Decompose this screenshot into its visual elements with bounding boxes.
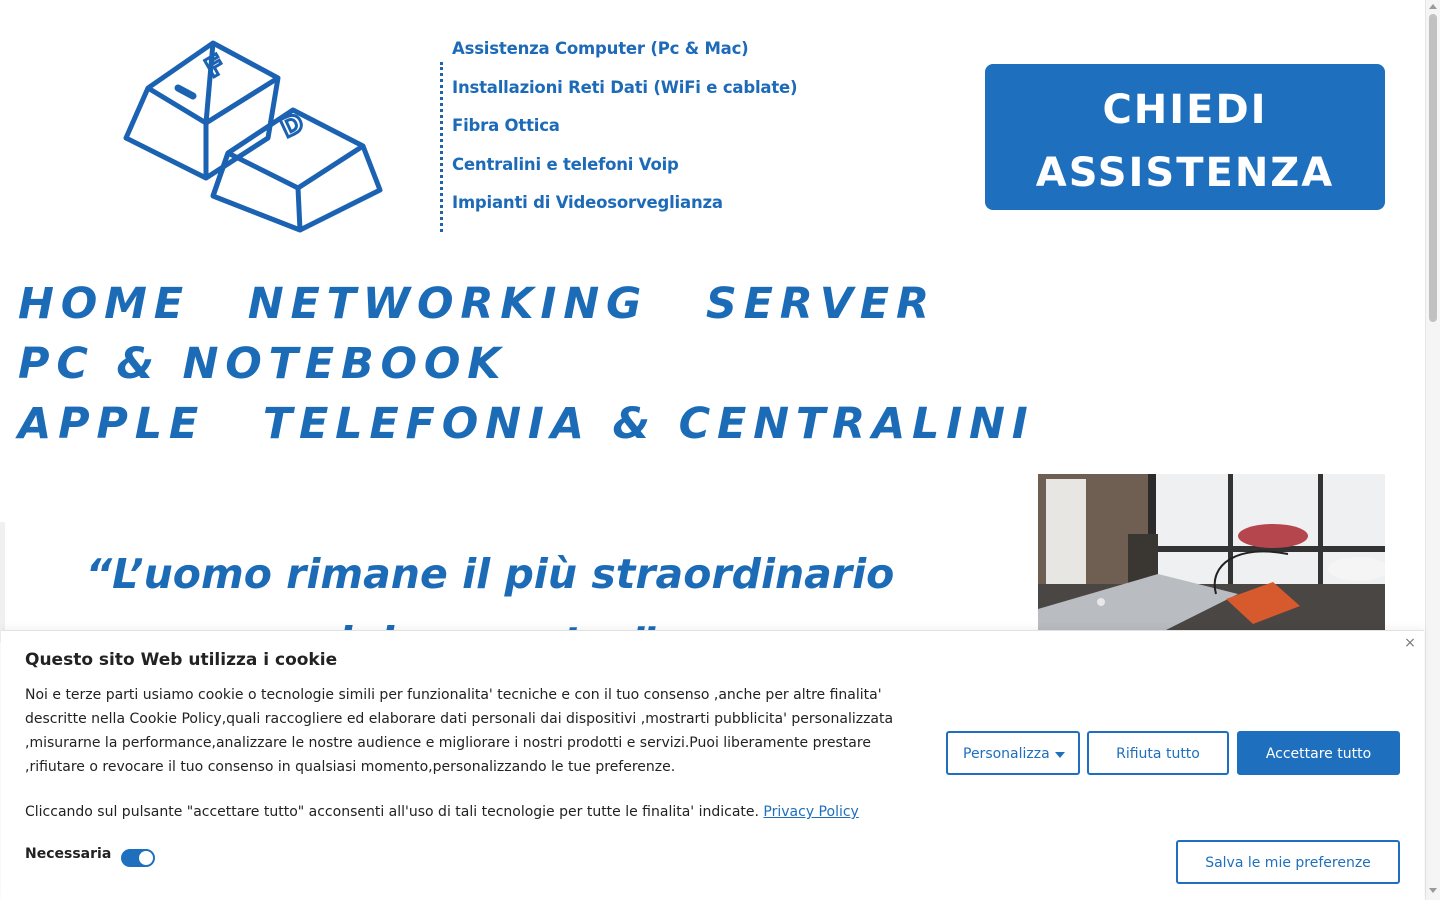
close-icon[interactable]: × <box>1404 635 1416 651</box>
toggle-knob <box>139 851 153 865</box>
cookie-banner-title: Questo sito Web utilizza i cookie <box>25 650 338 670</box>
nav-item-home[interactable]: HOME <box>18 279 190 329</box>
services-list <box>452 38 797 231</box>
service-item: Impianti di Videosorveglianza <box>452 193 723 213</box>
caret-down-icon <box>1055 752 1065 758</box>
accept-all-button[interactable]: Accettare tutto <box>1237 731 1400 775</box>
page-scrollbar[interactable] <box>1425 0 1440 900</box>
request-assistance-button[interactable] <box>985 64 1385 210</box>
necessary-cookies-label: Necessaria <box>25 846 112 862</box>
laptop-desk-photo <box>1038 474 1385 634</box>
service-item: Installazioni Reti Dati (WiFi e cablate) <box>452 77 798 97</box>
reject-all-button[interactable]: Rifiuta tutto <box>1087 731 1229 775</box>
privacy-policy-link[interactable]: Privacy Policy <box>763 804 859 820</box>
nav-item-telefonia-centralini[interactable]: TELEFONIA & CENTRALINI <box>262 399 1035 449</box>
scroll-down-arrow-icon[interactable] <box>1429 888 1437 893</box>
customize-dropdown-button[interactable] <box>946 731 1080 775</box>
main-navigation <box>18 274 1418 454</box>
company-logo[interactable] <box>118 38 386 238</box>
cta-line-2: ASSISTENZA <box>1035 150 1335 196</box>
keyboard-keys-logo-icon <box>118 38 386 238</box>
customize-label: Personalizza <box>963 746 1050 762</box>
service-item: Centralini e telefoni Voip <box>452 154 679 174</box>
cookie-accept-notice <box>25 800 925 824</box>
nav-item-networking[interactable]: NETWORKING <box>247 279 649 329</box>
scroll-up-arrow-icon[interactable] <box>1429 4 1437 9</box>
cookie-consent-banner <box>1 630 1424 900</box>
save-preferences-button[interactable]: Salva le mie preferenze <box>1176 840 1400 884</box>
necessary-cookies-toggle[interactable] <box>121 849 155 867</box>
nav-item-pc-notebook[interactable]: PC & NOTEBOOK <box>18 339 508 389</box>
services-divider <box>440 62 443 232</box>
side-accent-bar <box>0 522 5 642</box>
service-item: Fibra Ottica <box>452 116 560 136</box>
service-item: Assistenza Computer (Pc & Mac) <box>452 39 749 58</box>
logo-letter-f: F <box>200 49 231 85</box>
nav-item-apple[interactable]: APPLE <box>18 399 206 449</box>
quote-line-1: “L’uomo rimane il più straordinario <box>85 550 895 598</box>
cookie-banner-description: Noi e terze parti usiamo cookie o tecnologie simili per funzionalita' tecniche e con il tuo consenso ,anche per altre finalita' descritte nella Cookie Policy,quali raccogliere ed elaborare dati personali dai dispositivi ,mostrarti pubblicita' personalizzata ,misurarne la performance,analizzare le nostre audience e migliorare i nostri prodotti e servizi.Puoi liberamente prestare ,rifiutare o revocare il tuo consenso in qualsiasi momento,personalizzando le tue preferenze. <box>25 687 894 775</box>
accept-notice-text: Cliccando sul pulsante "accettare tutto" acconsenti all'uso di tali tecnologie per tutte le finalita' indicate. <box>25 804 759 820</box>
scrollbar-thumb[interactable] <box>1429 14 1437 322</box>
nav-item-server[interactable]: SERVER <box>705 279 936 329</box>
logo-letter-d: D <box>276 108 309 145</box>
laptop-window-image-icon <box>1038 474 1385 634</box>
cta-line-1: CHIEDI <box>1102 87 1268 133</box>
